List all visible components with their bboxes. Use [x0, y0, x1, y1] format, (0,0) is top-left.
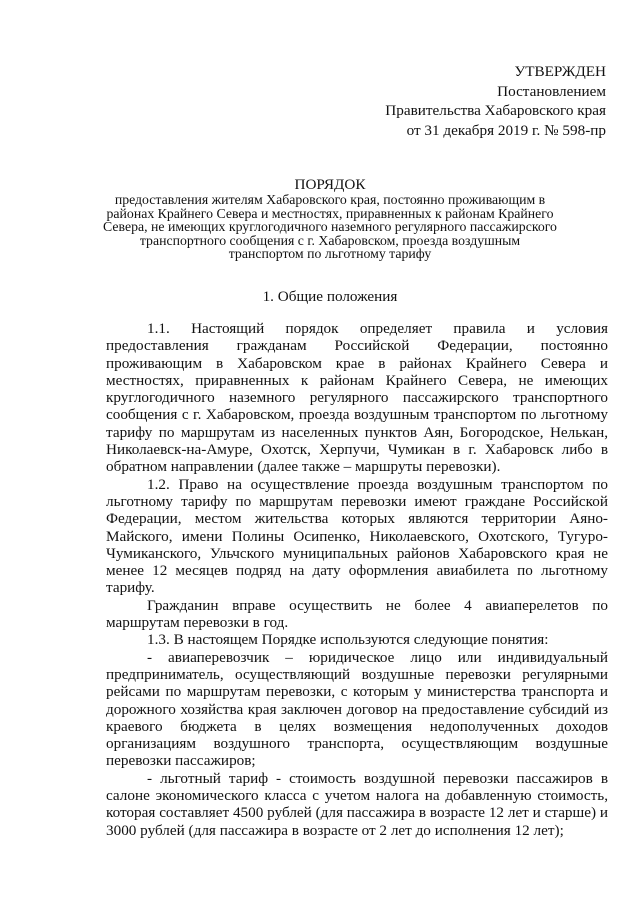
definition-tariff: - льготный тариф - стоимость воздушной перевозки пассажиров в салоне экономического класса с учетом налога на добавленную стоимость, которая составляет 4500 рублей (для пассажира в возрасте 12 лет и старше) и 3000 рублей (для пассажира в возрасте от 2 лет до исполнения 12 лет);	[106, 769, 608, 839]
paragraph-flights-limit: Гражданин вправе осуществить не более 4 авиаперелетов по маршрутам перевозки в год.	[106, 596, 608, 632]
document-title: ПОРЯДОК	[294, 176, 366, 193]
paragraph-1-3: 1.3. В настоящем Порядке используются следующие понятия:	[147, 631, 549, 649]
approval-authority: Правительства Хабаровского края	[385, 102, 606, 119]
subtitle-line: транспортом по льготному тарифу	[228, 246, 432, 261]
paragraph-1-2: 1.2. Право на осуществление проезда воздушным транспортом по льготному тарифу по маршрутам перевозки имеют граждане Российской Федерации, местом жительства которых являются территории Аяно-Майского, имени Полины Осипенко, Николаевского, Охотского, Тугуро-Чумиканского, Ульчского муниципальных районов Хабаровского края не менее 12 месяцев подряд на дату оформления авиабилета по льготному тарифу.	[106, 475, 608, 597]
approval-status: УТВЕРЖДЕН	[514, 63, 606, 80]
approval-block	[306, 62, 606, 140]
subtitle-line: Севера, не имеющих круглогодичного наземного регулярного пассажирского	[103, 219, 557, 234]
approval-act-type: Постановлением	[497, 82, 606, 100]
document-body	[106, 320, 608, 839]
definition-carrier: - авиаперевозчик – юридическое лицо или индивидуальный предприниматель, осуществляющий воздушные перевозки регулярными рейсами по маршрутам перевозки, с которым у министерства транспорта и дорожного хозяйства края заключен договор на предоставление субсидий из краевого бюджета в целях возмещения недополученных доходов организациям воздушного транспорта, осуществляющим воздушные перевозки пассажиров;	[106, 648, 608, 770]
subtitle-line: предоставления жителям Хабаровского края, постоянно проживающим в	[114, 192, 546, 207]
approval-date-number: от 31 декабря 2019 г. № 598-пр	[406, 121, 606, 139]
document-subtitle	[90, 193, 570, 261]
paragraph-1-1: 1.1. Настоящий порядок определяет правила и условия предоставления гражданам Российской Федерации, постоянно проживающим в Хабаровском крае в районах Крайнего Севера и местностях, приравненных к районам Крайнего Севера, не имеющих круглогодичного наземного регулярного пассажирского транспортного сообщения с г. Хабаровском, проезда воздушным транспортом по льготному тарифу по маршрутам из населенных пунктов Аян, Богородское, Нелькан, Николаевск-на-Амуре, Охотск, Херпучи, Чумикан в г. Хабаровск либо в обратном направлении (далее также – маршруты перевозки).	[106, 320, 608, 476]
subtitle-line: транспортного сообщения с г. Хабаровском, проезда воздушным	[139, 232, 521, 248]
section-heading: 1. Общие положения	[262, 288, 398, 305]
subtitle-line: районах Крайнего Севера и местностях, приравненных к районам Крайнего	[106, 205, 554, 221]
